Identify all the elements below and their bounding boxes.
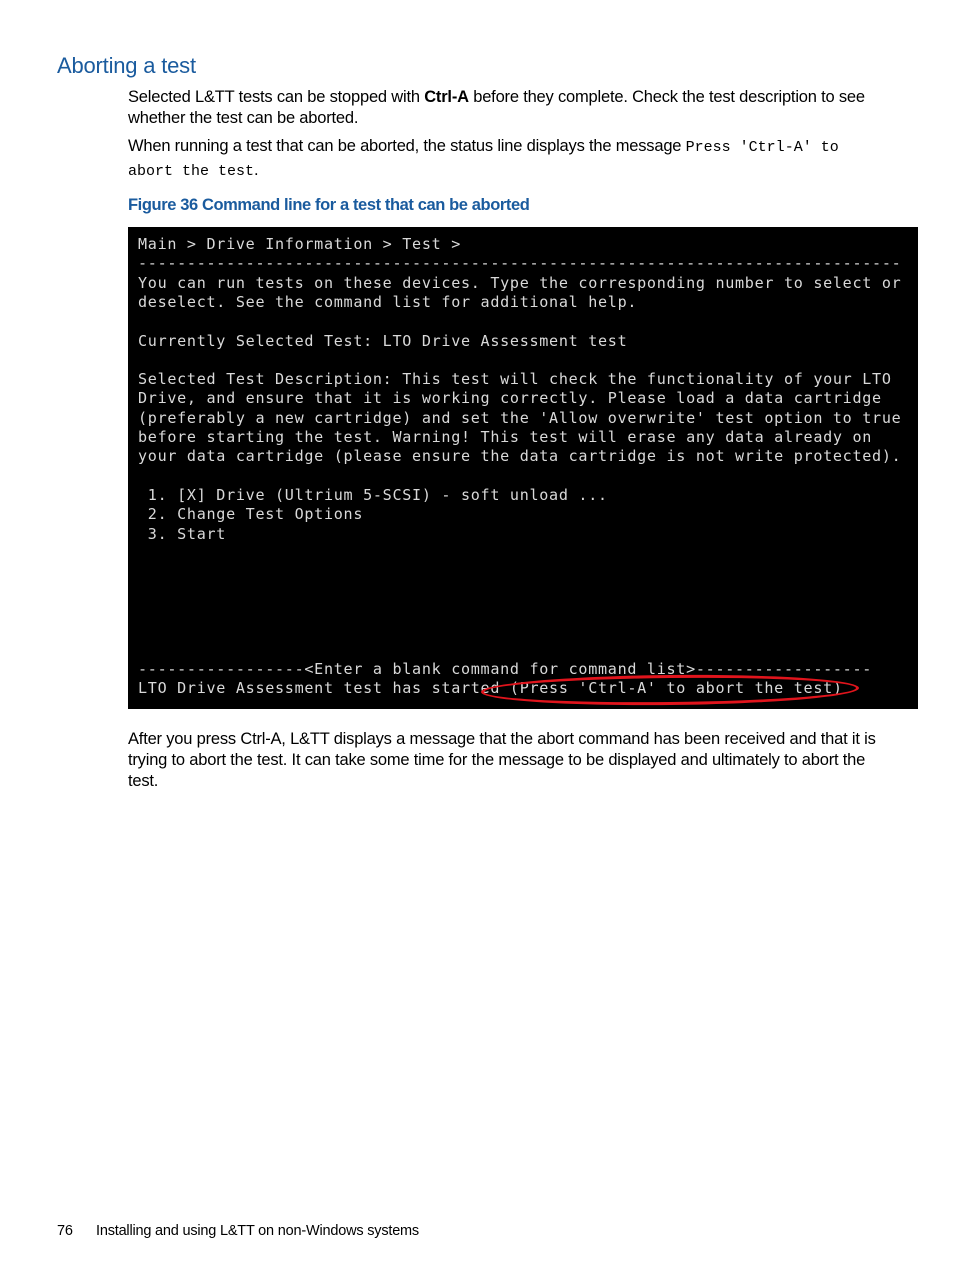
terminal-line: 3. Start [138, 524, 227, 543]
terminal-line: before starting the test. Warning! This test will erase any data already on [138, 428, 873, 446]
terminal-line: Selected Test Description: This test will check the functionality of your LTO [138, 370, 892, 389]
terminal-line: ------------------------------------------------------------------------------ [138, 254, 902, 273]
section-title: Aborting a test [57, 53, 196, 78]
intro-text: Selected L&TT tests can be stopped with [128, 88, 425, 106]
terminal-line: You can run tests on these devices. Type the corresponding number to select or [138, 273, 902, 292]
footer-title: Installing and using L&TT on non-Windows systems [96, 1223, 419, 1239]
terminal-line: 2. Change Test Options [138, 505, 364, 524]
intro-paragraph-2 [128, 135, 888, 183]
terminal-line: your data cartridge (please ensure the data cartridge is not write protected). [138, 447, 902, 466]
ctrl-a-key-text: Ctrl-A [424, 88, 469, 106]
intro-text: . [254, 161, 259, 179]
terminal-line: (preferably a new cartridge) and set the 'Allow overwrite' test option to true [138, 408, 902, 427]
after-paragraph: After you press Ctrl-A, L&TT displays a message that the abort command has been received and that it is trying to abort the test. It can take some time for the message to be displayed and ultimately to abort the test. [128, 730, 876, 790]
intro-text: When running a test that can be aborted, the status line displays the message [128, 137, 686, 155]
terminal-line: 1. [X] Drive (Ultrium 5-SCSI) - soft unload ... [138, 485, 608, 504]
terminal-line: deselect. See the command list for additional help. [138, 292, 638, 311]
terminal-line: LTO Drive Assessment test has started (Press 'Ctrl-A' to abort the test) [138, 678, 843, 697]
terminal-line: -----------------<Enter a blank command for command list>------------------ [138, 659, 873, 678]
terminal-line: Drive, and ensure that it is working correctly. Please load a data cartridge [138, 389, 882, 408]
terminal-screenshot [128, 227, 918, 709]
intro-text: before they complete. Check the test description to see whether the test can be aborted. [128, 88, 865, 127]
page-number: 76 [57, 1223, 73, 1239]
status-message-code: Press 'Ctrl-A' to abort the test [128, 139, 839, 180]
figure-caption: Figure 36 Command line for a test that can be aborted [128, 196, 530, 214]
terminal-line: Main > Drive Information > Test > [138, 235, 461, 253]
intro-paragraph-1 [128, 87, 888, 129]
terminal-line: Currently Selected Test: LTO Drive Assessment test [138, 331, 628, 350]
